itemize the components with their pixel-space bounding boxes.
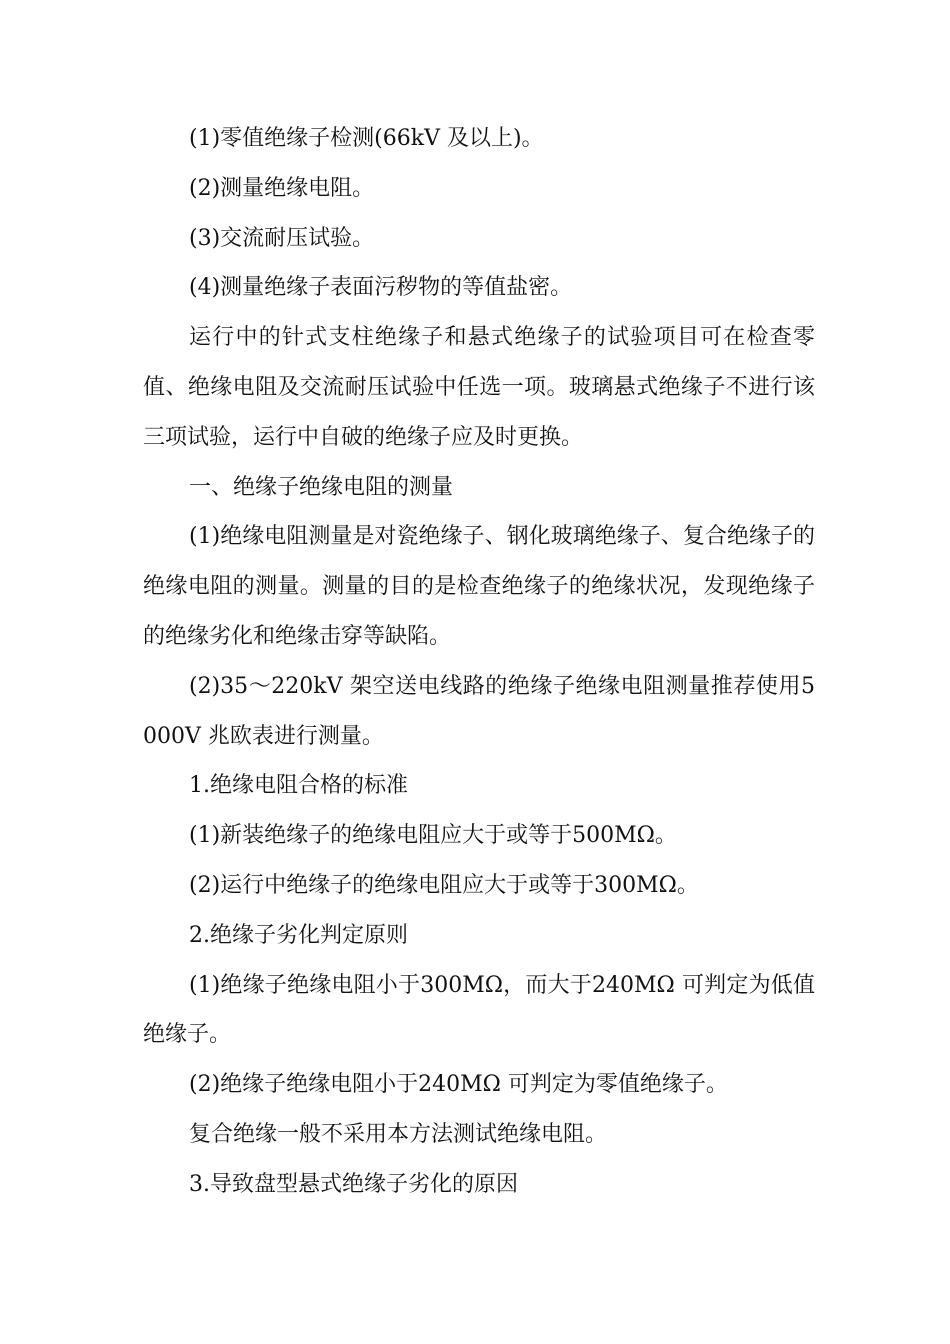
paragraph-item-new-insulator-standard: (1)新装绝缘子的绝缘电阻应大于或等于500MΩ。 — [189, 823, 677, 849]
paragraph-item-salt-density: (4)测量绝缘子表面污秽物的等值盐密。 — [189, 275, 573, 301]
subheading-qualification-standard: 1.绝缘电阻合格的标准 — [189, 773, 408, 799]
paragraph-item-ac-withstand-test: (3)交流耐压试验。 — [189, 225, 375, 251]
paragraph-item-zero-value-detection: (1)零值绝缘子检测(66kV 及以上)。 — [189, 126, 544, 151]
paragraph-item-zero-value-criteria: (2)绝缘子绝缘电阻小于240MΩ 可判定为零值绝缘子。 — [189, 1072, 728, 1098]
paragraph-item-operating-insulator-standard: (2)运行中绝缘子的绝缘电阻应大于或等于300MΩ。 — [189, 872, 699, 898]
paragraph-item-measurement-purpose: (1)绝缘电阻测量是对瓷绝缘子、钢化玻璃绝缘子、复合绝缘子的绝缘电阻的测量。测量的目的是检查绝缘子的绝缘状况，发现绝缘子的绝缘劣化和绝缘击穿等缺陷。 — [143, 524, 815, 649]
paragraph-item-composite-note: 复合绝缘一般不采用本方法测试绝缘电阻。 — [189, 1121, 608, 1147]
section-heading-resistance-measurement: 一、绝缘子绝缘电阻的测量 — [189, 474, 454, 500]
paragraph-item-low-value-criteria: (1)绝缘子绝缘电阻小于300MΩ，而大于240MΩ 可判定为低值绝缘子。 — [143, 972, 815, 1048]
paragraph-item-test-selection: 运行中的针式支柱绝缘子和悬式绝缘子的试验项目可在检查零值、绝缘电阻及交流耐压试验中任选一项。玻璃悬式绝缘子不进行该三项试验，运行中自破的绝缘子应及时更换。 — [143, 325, 815, 450]
document-body — [143, 114, 815, 1210]
paragraph-item-insulation-resistance: (2)测量绝缘电阻。 — [189, 175, 375, 201]
subheading-deterioration-causes: 3.导致盘型悬式绝缘子劣化的原因 — [189, 1171, 518, 1197]
paragraph-item-megger-recommendation: (2)35～220kV 架空送电线路的绝缘子绝缘电阻测量推荐使用5000V 兆欧表进行测量。 — [143, 673, 815, 749]
subheading-deterioration-criteria: 2.绝缘子劣化判定原则 — [189, 922, 408, 948]
